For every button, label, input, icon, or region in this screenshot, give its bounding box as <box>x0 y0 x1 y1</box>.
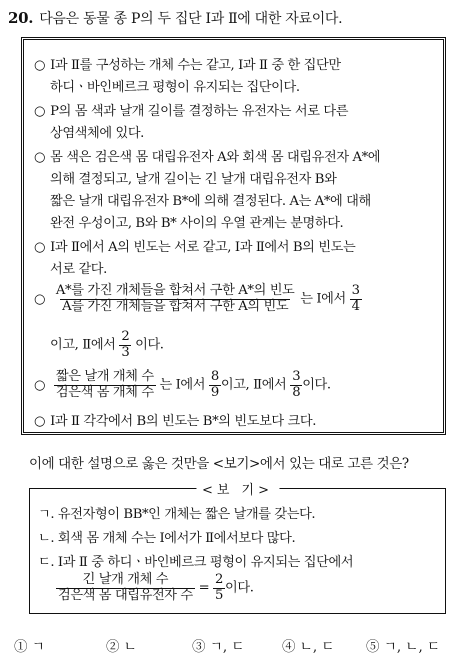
item5-ratio-fraction <box>54 284 296 314</box>
fraction-numerator: 2 <box>121 329 130 344</box>
data-item-5 <box>34 284 362 314</box>
item5-mid-text: 는 Ⅰ에서 <box>300 291 346 307</box>
fraction-denominator: 검은색 몸 대립유전자 수 <box>58 587 193 603</box>
item3-line1: 몸 색은 검은색 몸 대립유전자 A와 회색 몸 대립유전자 A*에 <box>50 150 381 165</box>
equals-sign: = <box>198 580 210 596</box>
fraction-numerator: 2 <box>215 572 224 587</box>
data-item-6 <box>34 370 331 400</box>
fraction-numerator: 3 <box>351 283 360 298</box>
item1-line1: Ⅰ과 Ⅱ를 구성하는 개체 수는 같고, Ⅰ과 Ⅱ 중 한 집단만 <box>50 58 341 73</box>
fraction-numerator: 짧은 날개 개체 수 <box>55 369 154 384</box>
bullet: ○ <box>34 104 46 119</box>
fraction-numerator: 3 <box>292 369 301 384</box>
bullet: ○ <box>34 414 46 429</box>
fraction-denominator: 검은색 몸 개체 수 <box>55 384 154 400</box>
item3-line2: 의해 결정되고, 날개 길이는 긴 날개 대립유전자 B와 <box>50 172 337 187</box>
item6-value-1 <box>209 370 221 400</box>
bullet: ○ <box>34 150 46 165</box>
item6-mid-text: 는 Ⅰ에서 <box>159 377 206 393</box>
bogi-statement-d-line1[interactable]: ㄷ. Ⅰ과 Ⅱ 중 하디ㆍ바인베르크 평형이 유지되는 집단에서 <box>38 555 354 570</box>
fraction-numerator: 8 <box>210 369 219 384</box>
data-item-7 <box>34 410 316 429</box>
item2-line1: P의 몸 색과 날개 길이를 결정하는 유전자는 서로 다른 <box>50 104 349 119</box>
choice-5[interactable]: ⑤ ㄱ, ㄴ, ㄷ <box>366 639 441 655</box>
choice-2[interactable]: ② ㄴ <box>106 639 137 655</box>
item6-mid2-text: 이고, Ⅱ에서 <box>220 377 287 393</box>
fraction-denominator: 8 <box>292 384 301 400</box>
item5-line2-post: 이다. <box>135 337 164 353</box>
bogi-d-post-text: 이다. <box>225 580 254 596</box>
bogi-d-value <box>213 573 225 603</box>
bogi-d-ratio-fraction <box>56 573 195 603</box>
bogi-statement-g[interactable]: ㄱ. 유전자형이 BB*인 개체는 짧은 날개를 갖는다. <box>38 507 316 522</box>
bullet: ○ <box>34 240 46 255</box>
bogi-box <box>29 483 446 614</box>
fraction-denominator: 4 <box>351 298 360 314</box>
fraction-numerator: A*를 가진 개체들을 합쳐서 구한 A*의 빈도 <box>55 283 295 298</box>
data-item-1 <box>34 54 341 73</box>
bullet: ○ <box>34 377 46 393</box>
fraction-denominator: 3 <box>121 344 130 360</box>
item6-ratio-fraction <box>54 370 156 400</box>
item6-value-2 <box>290 370 302 400</box>
item4-line1: Ⅰ과 Ⅱ에서 A의 빈도는 서로 같고, Ⅰ과 Ⅱ에서 B의 빈도는 <box>50 240 356 255</box>
question-number: 20. <box>8 9 34 27</box>
data-item-2 <box>34 100 348 119</box>
fraction-denominator: A를 가진 개체들을 합쳐서 구한 A의 빈도 <box>62 298 289 314</box>
bogi-statement-n[interactable]: ㄴ. 회색 몸 개체 수는 Ⅰ에서가 Ⅱ에서보다 많다. <box>38 531 296 546</box>
question-header <box>8 8 342 28</box>
bogi-statement-d-line2[interactable] <box>56 573 254 603</box>
bullet: ○ <box>34 58 46 73</box>
data-item-4 <box>34 236 355 255</box>
item5-line2 <box>50 330 164 360</box>
item3-line4: 완전 우성이고, B와 B* 사이의 우열 관계는 분명하다. <box>50 216 344 231</box>
choice-4[interactable]: ④ ㄴ, ㄷ <box>282 639 335 655</box>
bullet: ○ <box>34 291 46 307</box>
data-item-3 <box>34 146 380 165</box>
item7-text: Ⅰ과 Ⅱ 각각에서 B의 빈도는 B*의 빈도보다 크다. <box>50 414 317 429</box>
fraction-numerator: 긴 날개 개체 수 <box>82 572 169 587</box>
item5-value-1 <box>350 284 362 314</box>
item5-line2-pre: 이고, Ⅱ에서 <box>50 337 116 353</box>
fraction-denominator: 9 <box>210 384 219 400</box>
fraction-denominator: 5 <box>215 587 224 603</box>
bogi-title: <보 기> <box>196 479 279 498</box>
item6-post-text: 이다. <box>302 377 331 393</box>
question-prompt: 이에 대한 설명으로 옳은 것만을 <보기>에서 있는 대로 고른 것은? <box>29 456 409 472</box>
choice-3[interactable]: ③ ㄱ, ㄷ <box>192 639 245 655</box>
item4-line2: 서로 같다. <box>50 262 107 277</box>
item5-value-2 <box>119 330 131 360</box>
item1-line2: 하디ㆍ바인베르크 평형이 유지되는 집단이다. <box>50 80 300 95</box>
question-text: 다음은 동물 종 P의 두 집단 Ⅰ과 Ⅱ에 대한 자료이다. <box>39 11 343 27</box>
item3-line3: 짧은 날개 대립유전자 B*에 의해 결정된다. A는 A*에 대해 <box>50 194 371 209</box>
data-box <box>21 37 446 435</box>
item2-line2: 상염색체에 있다. <box>50 126 144 141</box>
choice-1[interactable]: ① ㄱ <box>14 639 45 655</box>
